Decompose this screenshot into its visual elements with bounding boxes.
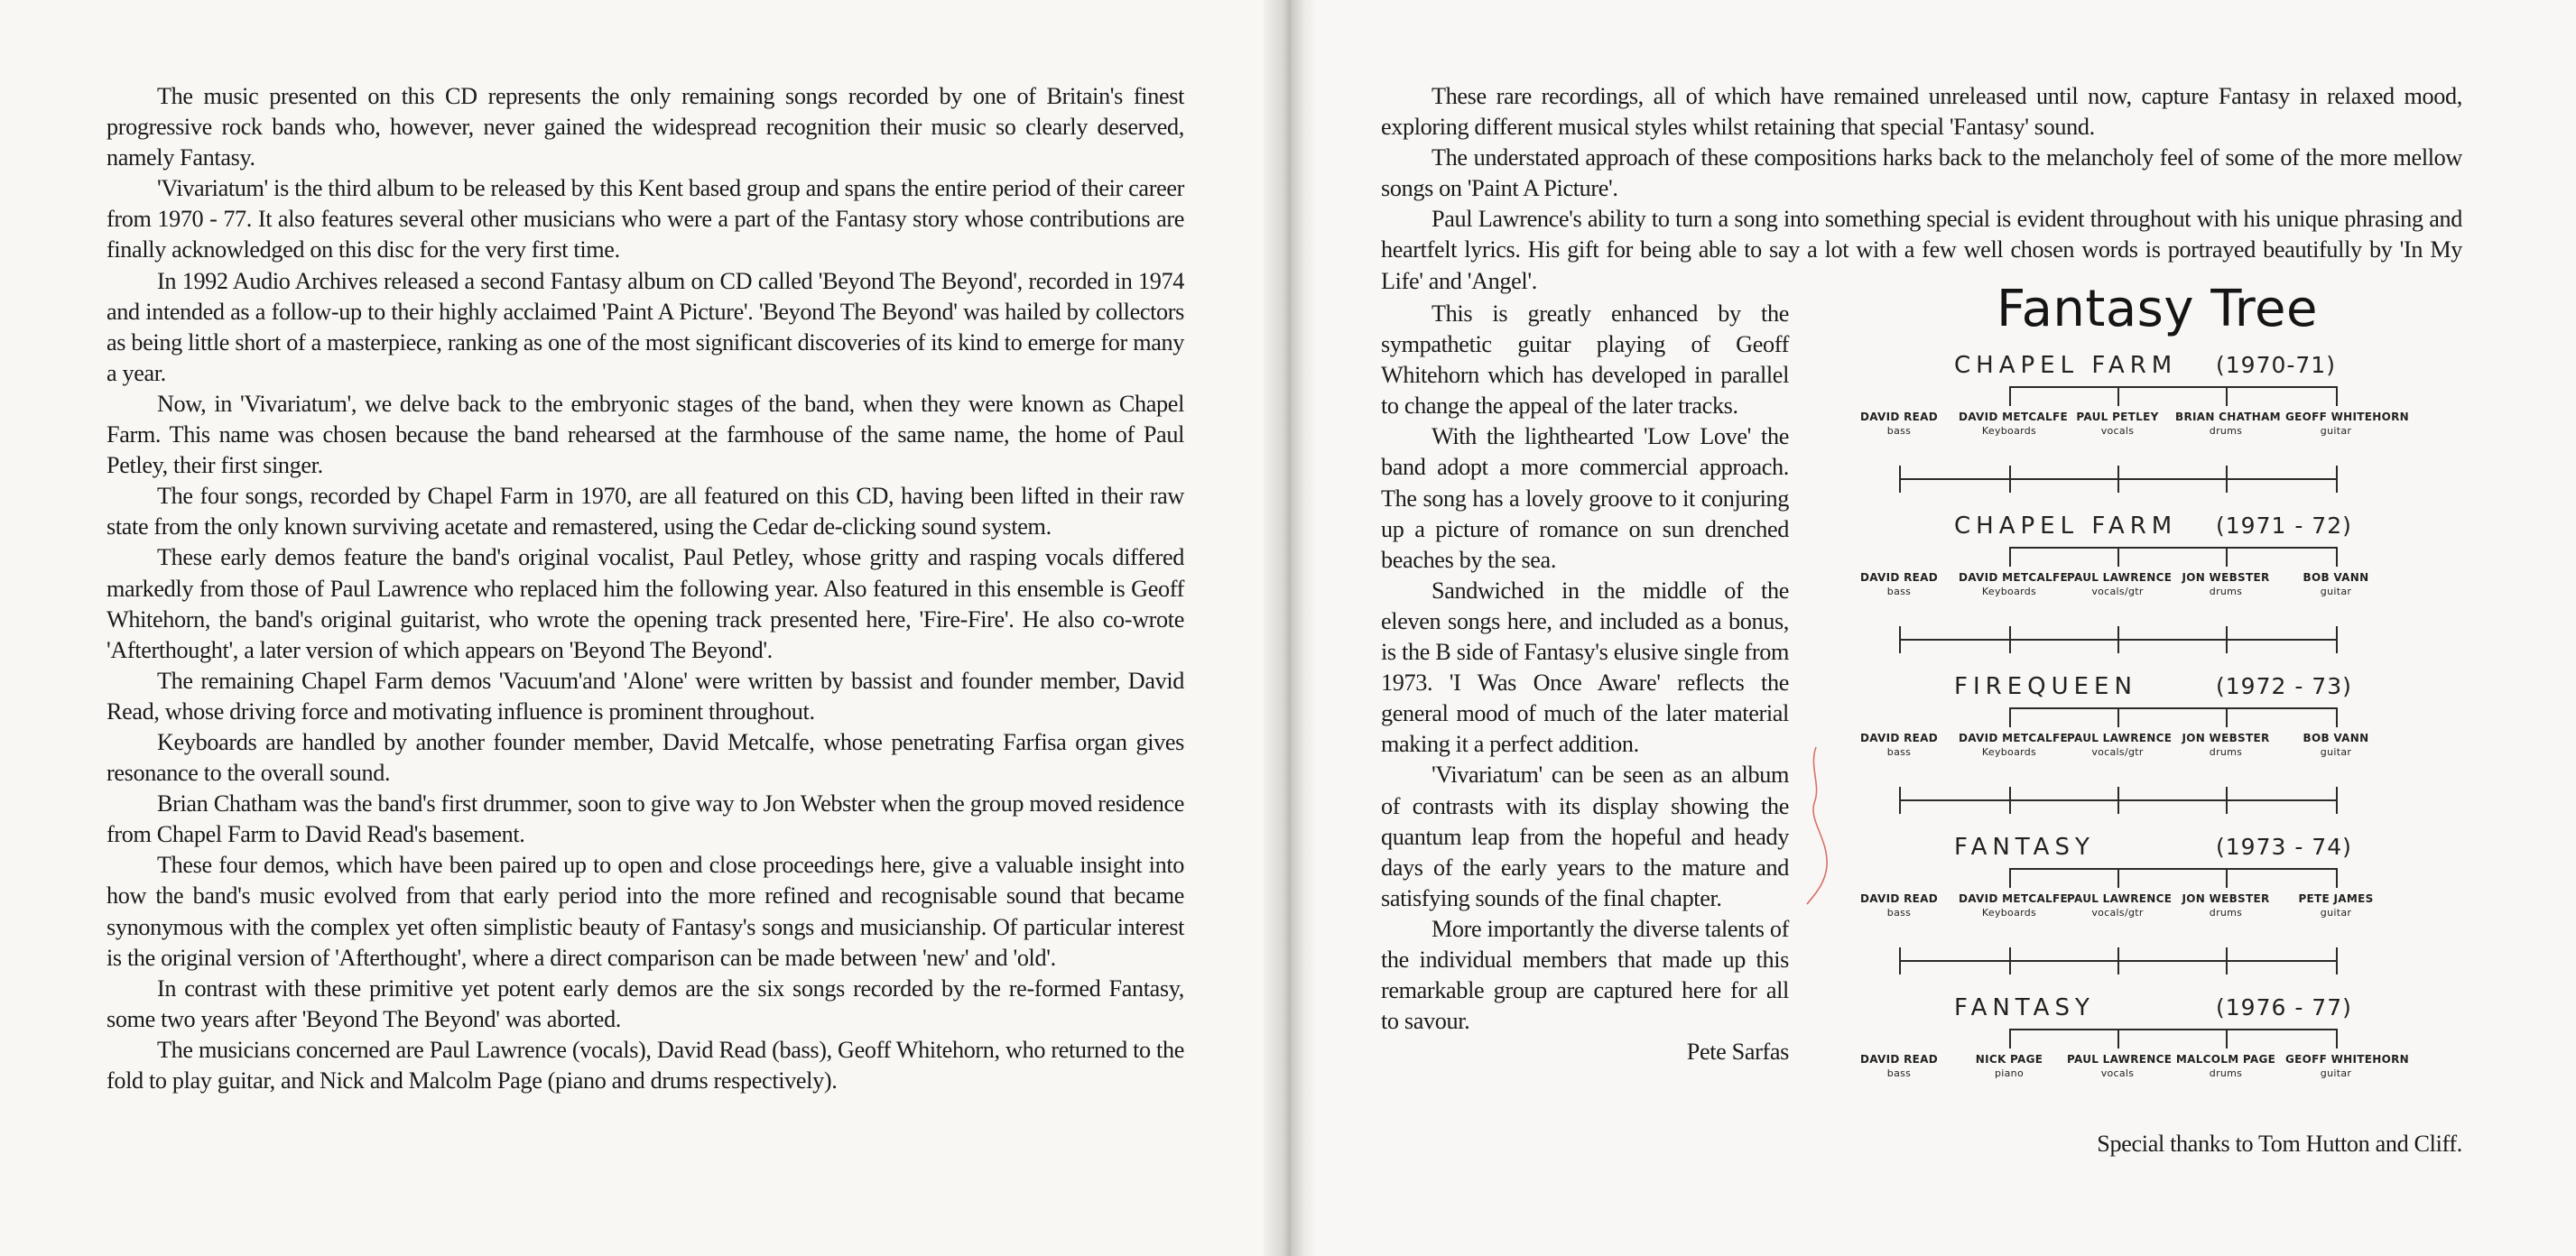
member-role: vocals/gtr bbox=[2091, 586, 2144, 597]
tree-title: Fantasy Tree bbox=[1997, 280, 2318, 338]
member-name: DAVID METCALFE bbox=[1959, 411, 2068, 423]
member-name: BOB VANN bbox=[2303, 571, 2369, 584]
right-page-top-text bbox=[1381, 81, 2462, 297]
paragraph: Brian Chatham was the band's first drummer, soon to give way to Jon Webster when the group moved residence from Chapel Farm to David Read's basement. bbox=[107, 790, 1184, 848]
tree-lineup bbox=[1841, 994, 2473, 1152]
tree-connector-tick bbox=[2226, 868, 2228, 888]
member-role: drums bbox=[2209, 1067, 2243, 1079]
tree-member bbox=[2067, 891, 2173, 920]
paragraph: These four demos, which have been paired up to open and close proceedings here, give a valuable insight into how the band's music evolved from that early period into the more refined and recognisable sound that became synonymous with the complex yet often simplistic beauty of Fantasy's songs and musicianship. Of particular interest is the original version of 'Afterthought', where a direct comparison can be made between 'new' and 'old'. bbox=[107, 852, 1184, 971]
member-name: DAVID READ bbox=[1859, 732, 1938, 744]
tree-connector-line bbox=[2009, 868, 2336, 870]
tree-member bbox=[2285, 731, 2386, 760]
tree-connector-tick bbox=[2009, 1029, 2011, 1048]
tree-member bbox=[1849, 891, 1950, 920]
tree-member bbox=[2285, 410, 2409, 439]
tree-connector-tick bbox=[2336, 868, 2338, 888]
member-role: bass bbox=[1886, 907, 1912, 919]
tree-transition-tick bbox=[2336, 947, 2338, 974]
lineup-band-name: CHAPEL FARM bbox=[1954, 513, 2178, 540]
tree-member bbox=[2285, 891, 2386, 920]
fantasy-family-tree bbox=[1841, 280, 2473, 1123]
paragraph: Now, in 'Vivariatum', we delve back to the embryonic stages of the band, when they were known as Chapel Farm. This name was chosen because the band rehearsed at the farmhouse of the same name, the home of Paul Petley, their first singer. bbox=[107, 390, 1184, 479]
left-page-text bbox=[107, 81, 1184, 1096]
tree-member bbox=[2285, 570, 2386, 599]
tree-connector-tick bbox=[2117, 386, 2119, 406]
tree-connector-tick bbox=[2009, 868, 2011, 888]
tree-member bbox=[1849, 570, 1950, 599]
member-role: Keyboards bbox=[1981, 586, 2037, 597]
tree-member bbox=[2175, 410, 2281, 439]
member-role: bass bbox=[1886, 746, 1912, 758]
tree-transition-tick bbox=[2336, 626, 2338, 653]
tree-connector-tick bbox=[2117, 1029, 2119, 1048]
member-name: DAVID READ bbox=[1859, 892, 1938, 905]
tree-member bbox=[2285, 1052, 2409, 1081]
member-role: piano bbox=[1995, 1067, 2024, 1079]
paragraph: With the lighthearted 'Low Love' the band adopt a more commercial approach. The song has a lovely groove to it conjuring up a picture of romance on sun drenched beaches by the sea. bbox=[1381, 423, 1789, 573]
paragraph: 'Vivariatum' can be seen as an album of contrasts with its display showing the quantum leap from the hopeful and heady days of the early years to the mature and satisfying sounds of the final chapter. bbox=[1381, 762, 1789, 911]
tree-transition-tick bbox=[2226, 947, 2228, 974]
tree-connector-line bbox=[2009, 386, 2336, 388]
tree-transition-tick bbox=[1899, 787, 1901, 814]
member-name: DAVID METCALFE bbox=[1959, 571, 2068, 584]
tree-connector-tick bbox=[2226, 386, 2228, 406]
member-role: bass bbox=[1886, 586, 1912, 597]
tree-member bbox=[2067, 1052, 2173, 1081]
lineup-years: (1971 - 72) bbox=[2216, 513, 2352, 539]
tree-transition-tick bbox=[2226, 466, 2228, 493]
tree-connector-tick bbox=[2117, 868, 2119, 888]
member-name: JON WEBSTER bbox=[2182, 732, 2270, 744]
lineup-years: (1976 - 77) bbox=[2216, 994, 2352, 1020]
tree-connector-tick bbox=[2226, 707, 2228, 727]
member-role: vocals bbox=[2100, 1067, 2135, 1079]
tree-transition-tick bbox=[2009, 787, 2011, 814]
tree-transition-tick bbox=[2117, 626, 2119, 653]
tree-transition-tick bbox=[2336, 466, 2338, 493]
paragraph: These early demos feature the band's original vocalist, Paul Petley, whose gritty and rasping vocals differed markedly from those of Paul Lawrence who replaced him the following year. Also featured in this ensemble is Geoff Whitehorn, the band's original guitarist, who wrote the opening track presented here, 'Fire-Fire'. He also co-wrote 'Afterthought', a later version of which appears on 'Beyond The Beyond'. bbox=[107, 544, 1184, 663]
member-role: drums bbox=[2209, 746, 2243, 758]
tree-connector-tick bbox=[2117, 707, 2119, 727]
lineup-years: (1970-71) bbox=[2216, 352, 2336, 378]
spine-fold-right bbox=[1291, 0, 1314, 1256]
member-name: JON WEBSTER bbox=[2182, 892, 2270, 905]
red-pencil-mark bbox=[1805, 740, 1841, 911]
author-signature: Pete Sarfas bbox=[1686, 1039, 1789, 1066]
tree-transition-tick bbox=[1899, 626, 1901, 653]
tree-connector-line bbox=[2009, 1029, 2336, 1030]
member-role: drums bbox=[2209, 907, 2243, 919]
tree-lineup bbox=[1841, 352, 2473, 510]
tree-connector-tick bbox=[2226, 1029, 2228, 1048]
member-role: drums bbox=[2209, 586, 2243, 597]
tree-connector-line bbox=[2009, 707, 2336, 709]
member-role: bass bbox=[1886, 425, 1912, 437]
tree-transition-tick bbox=[2226, 626, 2228, 653]
paragraph: The musicians concerned are Paul Lawrence (vocals), David Read (bass), Geoff Whitehorn, who returned to the fold to play guitar, and Nick and Malcolm Page (piano and drums respectively). bbox=[107, 1036, 1184, 1094]
tree-transition-tick bbox=[2009, 626, 2011, 653]
tree-member bbox=[1849, 410, 1950, 439]
tree-transition-tick bbox=[2117, 787, 2119, 814]
tree-transition-tick bbox=[2117, 947, 2119, 974]
member-name: GEOFF WHITEHORN bbox=[2285, 1053, 2409, 1066]
tree-connector-tick bbox=[2336, 386, 2338, 406]
paragraph: Keyboards are handled by another founder member, David Metcalfe, whose penetrating Farfisa organ gives resonance to the overall sound. bbox=[107, 728, 1184, 787]
member-role: Keyboards bbox=[1981, 425, 2037, 437]
tree-member bbox=[2175, 731, 2276, 760]
paragraph: The remaining Chapel Farm demos 'Vacuum'and 'Alone' were written by bassist and founder member, David Read, whose driving force and motivating influence is prominent throughout. bbox=[107, 667, 1184, 725]
member-role: drums bbox=[2209, 425, 2243, 437]
tree-transition-tick bbox=[2117, 466, 2119, 493]
member-name: NICK PAGE bbox=[1975, 1053, 2043, 1066]
tree-member bbox=[1849, 1052, 1950, 1081]
lineup-band-name: FIREQUEEN bbox=[1954, 673, 2137, 700]
tree-member bbox=[2067, 410, 2168, 439]
tree-transition-tick bbox=[2336, 787, 2338, 814]
member-name: PAUL LAWRENCE bbox=[2067, 892, 2173, 905]
member-role: Keyboards bbox=[1981, 746, 2037, 758]
member-role: Keyboards bbox=[1981, 907, 2037, 919]
member-name: DAVID METCALFE bbox=[1959, 892, 2068, 905]
member-name: DAVID READ bbox=[1859, 411, 1938, 423]
paragraph: These rare recordings, all of which have remained unreleased until now, capture Fantasy in relaxed mood, exploring different musical styles whilst retaining that special 'Fantasy' sound. bbox=[1381, 83, 2462, 141]
tree-lineup bbox=[1841, 513, 2473, 670]
paragraph: This is greatly enhanced by the sympathetic guitar playing of Geoff Whitehorn which has developed in parallel to change the appeal of the later tracks. bbox=[1381, 300, 1789, 420]
tree-connector-tick bbox=[2009, 547, 2011, 567]
member-role: vocals/gtr bbox=[2091, 907, 2144, 919]
tree-connector-tick bbox=[2226, 547, 2228, 567]
member-name: BOB VANN bbox=[2303, 732, 2369, 744]
member-name: PAUL PETLEY bbox=[2076, 411, 2159, 423]
tree-connector-tick bbox=[2336, 547, 2338, 567]
tree-member bbox=[1959, 891, 2068, 920]
tree-lineup bbox=[1841, 834, 2473, 992]
right-page-column-text bbox=[1381, 299, 1789, 1067]
paragraph: In contrast with these primitive yet potent early demos are the six songs recorded by the re-formed Fantasy, some two years after 'Beyond The Beyond' was aborted. bbox=[107, 974, 1184, 1032]
tree-member bbox=[2175, 1052, 2276, 1081]
member-name: JON WEBSTER bbox=[2182, 571, 2270, 584]
paragraph: In 1992 Audio Archives released a second Fantasy album on CD called 'Beyond The Beyond', recorded in 1974 and intended as a follow-up to their highly acclaimed 'Paint A Picture'. 'Beyond The Beyond' was hailed by collectors as being little short of a masterpiece, ranking as one of the most significant discoveries of its kind to emerge for many a year. bbox=[107, 267, 1184, 386]
member-role: guitar bbox=[2320, 586, 2352, 597]
paragraph: The four songs, recorded by Chapel Farm in 1970, are all featured on this CD, having been lifted in their raw state from the only known surviving acetate and remastered, using the Cedar de-clicking sound system. bbox=[107, 483, 1184, 540]
tree-connector-tick bbox=[2336, 707, 2338, 727]
member-name: PETE JAMES bbox=[2298, 892, 2374, 905]
paragraph: Paul Lawrence's ability to turn a song into something special is evident throughout with his unique phrasing and heartfelt lyrics. His gift for being able to say a lot with a few well chosen words is portrayed beautifully by 'In My Life' and 'Angel'. bbox=[1381, 206, 2462, 294]
member-role: bass bbox=[1886, 1067, 1912, 1079]
tree-connector-line bbox=[2009, 547, 2336, 549]
tree-member bbox=[1959, 731, 2068, 760]
spine-fold-left bbox=[1264, 0, 1291, 1256]
lineup-band-name: FANTASY bbox=[1954, 994, 2095, 1021]
member-name: GEOFF WHITEHORN bbox=[2285, 411, 2409, 423]
tree-member bbox=[1959, 1052, 2060, 1081]
lineup-years: (1972 - 73) bbox=[2216, 673, 2352, 699]
paragraph: The understated approach of these compositions harks back to the melancholy feel of some of the more mellow songs on 'Paint A Picture'. bbox=[1381, 144, 2462, 202]
paragraph: 'Vivariatum' is the third album to be released by this Kent based group and spans the entire period of their career from 1970 - 77. It also features several other musicians who were a part of the Fantasy story whose contributions are finally acknowledged on this disc for the very first time. bbox=[107, 175, 1184, 263]
member-role: guitar bbox=[2320, 746, 2352, 758]
tree-transition-tick bbox=[2226, 787, 2228, 814]
tree-transition-tick bbox=[1899, 466, 1901, 493]
member-name: BRIAN CHATHAM bbox=[2175, 411, 2281, 423]
member-role: guitar bbox=[2320, 907, 2352, 919]
lineup-years: (1973 - 74) bbox=[2216, 834, 2352, 860]
tree-connector-tick bbox=[2336, 1029, 2338, 1048]
tree-member bbox=[2175, 891, 2276, 920]
tree-transition-tick bbox=[2009, 466, 2011, 493]
tree-connector-tick bbox=[2009, 386, 2011, 406]
member-name: PAUL LAWRENCE bbox=[2067, 732, 2173, 744]
tree-member bbox=[2175, 570, 2276, 599]
tree-member bbox=[1849, 731, 1950, 760]
tree-member bbox=[1959, 570, 2068, 599]
member-name: DAVID METCALFE bbox=[1959, 732, 2068, 744]
paragraph: More importantly the diverse talents of the individual members that made up this remarkable group are captured here for all to savour. bbox=[1381, 915, 1789, 1035]
member-role: guitar bbox=[2320, 425, 2352, 437]
member-name: PAUL LAWRENCE bbox=[2067, 571, 2173, 584]
member-role: vocals bbox=[2100, 425, 2135, 437]
tree-member bbox=[2067, 570, 2173, 599]
lineup-band-name: CHAPEL FARM bbox=[1954, 352, 2178, 379]
tree-connector-tick bbox=[2117, 547, 2119, 567]
tree-transition-tick bbox=[2009, 947, 2011, 974]
member-name: DAVID READ bbox=[1859, 571, 1938, 584]
tree-transition-tick bbox=[1899, 947, 1901, 974]
special-thanks: Special thanks to Tom Hutton and Cliff. bbox=[2097, 1131, 2462, 1157]
member-role: guitar bbox=[2320, 1067, 2352, 1079]
lineup-band-name: FANTASY bbox=[1954, 834, 2095, 861]
paragraph: The music presented on this CD represents the only remaining songs recorded by one of Britain's finest progressive rock bands who, however, never gained the widespread recognition their music so clearly deserved, namely Fantasy. bbox=[107, 83, 1184, 171]
member-role: vocals/gtr bbox=[2091, 746, 2144, 758]
tree-member bbox=[2067, 731, 2173, 760]
member-name: MALCOLM PAGE bbox=[2175, 1053, 2276, 1066]
tree-connector-tick bbox=[2009, 707, 2011, 727]
tree-member bbox=[1959, 410, 2068, 439]
paragraph: Sandwiched in the middle of the eleven songs here, and included as a bonus, is the B side of Fantasy's elusive single from 1973. 'I Was Once Aware' reflects the general mood of much of the later material making it a perfect addition. bbox=[1381, 577, 1789, 758]
tree-lineup bbox=[1841, 673, 2473, 831]
member-name: PAUL LAWRENCE bbox=[2067, 1053, 2173, 1066]
member-name: DAVID READ bbox=[1859, 1053, 1938, 1066]
